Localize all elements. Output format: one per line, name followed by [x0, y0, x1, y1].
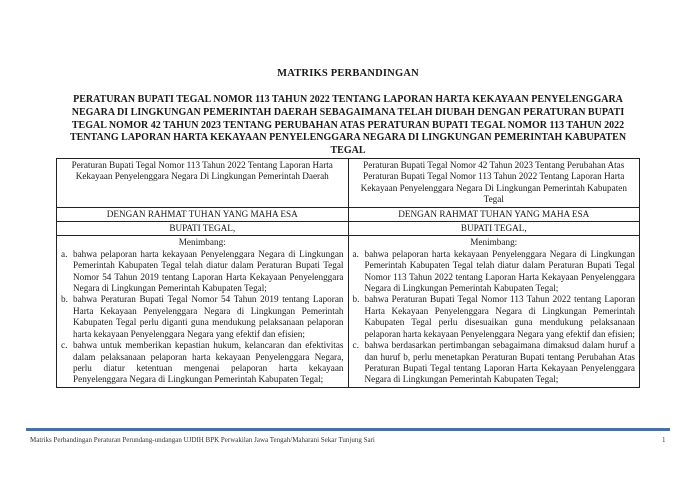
item-label: c. [61, 340, 68, 351]
right-menimbang-cell [348, 236, 640, 387]
left-rahmat-cell: DENGAN RAHMAT TUHAN YANG MAHA ESA [57, 207, 349, 221]
item-text: bahwa pelaporan harta kekayaan Penyelenggara Negara di Lingkungan Pemerintah Kabupaten Tegal telah diatur dalam Peraturan Bupati Tegal Nomor 54 Tahun 2019 tentang Laporan Harta Kekayaan Penyelenggara Negara di Lingkungan Pemerintah Kabupaten Tegal; [73, 248, 344, 294]
table-row [57, 207, 640, 221]
page-number: 1 [662, 436, 666, 444]
right-rahmat-cell: DENGAN RAHMAT TUHAN YANG MAHA ESA [348, 207, 640, 221]
item-label: c. [352, 340, 359, 351]
item-label: a. [352, 248, 359, 259]
left-column-header: Peraturan Bupati Tegal Nomor 113 Tahun 2022 Tentang Laporan Harta Kekayaan Penyelenggara Negara Di Lingkungan Pemerintah Daerah [57, 159, 349, 208]
item-text: bahwa pelaporan harta kekayaan Penyelenggara Negara di Lingkungan Pemerintah Kabupaten Tegal telah diatur dalam Peraturan Bupati Tegal Nomor 113 Tahun 2022 tentang Laporan Harta Kekayaan Penyelenggara Negara di Lingkungan Pemerintah Kabupaten Tegal; [364, 248, 635, 294]
item-text: bahwa Peraturan Bupati Tegal Nomor 54 Tahun 2019 tentang Laporan Harta Kekayaan Penyelenggara Negara di Lingkungan Pemerintah Kabupaten Tegal perlu diganti guna mendukung pelaksanaan pelaporan harta kekayaan Penyelenggara Negara yang efektif dan efisien; [73, 294, 344, 339]
right-menimbang-label: Menimbang: [470, 237, 518, 248]
list-item [61, 294, 344, 340]
item-text: bahwa berdasarkan pertimbangan sebagaimana dimaksud dalam huruf a dan huruf b, perlu menetapkan Peraturan Bupati tentang Perubahan Atas Peraturan Bupati Tegal tentang Laporan Harta Kekayaan Penyelenggara Negara di Lingkungan Pemerintah Kabupaten Tegal; [364, 340, 635, 385]
table-header-row [57, 159, 640, 208]
document-subtitle: PERATURAN BUPATI TEGAL NOMOR 113 TAHUN 2022 TENTANG LAPORAN HARTA KEKAYAAN PENYELENGGARA NEGARA DI LINGKUNGAN PEMERINTAH DAERAH SEBAGAIMANA TELAH DIUBAH DENGAN PERATURAN BUPATI TEGAL NOMOR 42 TAHUN 2023 TENTANG PERUBAHAN ATAS PERATURAN BUPATI TEGAL NOMOR 113 TAHUN 2022 TENTANG LAPORAN HARTA KEKAYAAN PENYELENGGARA NEGARA DI LINGKUNGAN PEMERINTAH KABUPATEN TEGAL [69, 94, 627, 157]
footer-divider [26, 428, 670, 431]
item-text: bahwa Peraturan Bupati Tegal Nomor 113 Tahun 2022 tentang Laporan Harta Kekayaan Penyelenggara Negara di Lingkungan Pemerintah Kabupaten Tegal perlu disesuaikan guna mendukung pelaksanaan pelaporan harta kekayaan Penyelenggara Negara yang efektif dan efisien; [364, 294, 635, 339]
list-item [61, 340, 344, 386]
item-label: b. [61, 294, 68, 305]
list-item [61, 249, 344, 295]
list-item [353, 294, 636, 340]
left-menimbang-cell [57, 236, 349, 387]
right-bupati-cell: BUPATI TEGAL, [348, 222, 640, 236]
item-label: b. [352, 294, 360, 305]
left-menimbang-label: Menimbang: [178, 237, 226, 248]
right-column-header: Peraturan Bupati Tegal Nomor 42 Tahun 2023 Tentang Perubahan Atas Peraturan Bupati Tegal Nomor 113 Tahun 2022 Tentang Laporan Harta Kekayaan Penyelenggara Negara Di Lingkungan Pemerintah Kabupaten Tegal [348, 159, 640, 208]
item-text: bahwa untuk memberikan kepastian hukum, kelancaran dan efektivitas dalam pelaksanaan pelaporan harta kekayaan Penyelenggara Negara, perlu diatur ketentuan mengenai pelaporan harta kekayaan Penyelenggara Negara di Lingkungan Pemerintah Kabupaten Tegal; [73, 340, 344, 385]
comparison-table [56, 158, 640, 388]
item-label: a. [61, 248, 68, 259]
left-bupati-cell: BUPATI TEGAL, [57, 222, 349, 236]
document-title: MATRIKS PERBANDINGAN [277, 68, 419, 79]
list-item [353, 249, 636, 295]
list-item [353, 340, 636, 386]
footer-text: Matriks Perbandingan Peraturan Perundang-undangan UJDIH BPK Perwakilan Jawa Tengah/Maharani Sekar Tunjung Sari [30, 436, 375, 444]
table-row [57, 222, 640, 236]
table-row [57, 236, 640, 387]
